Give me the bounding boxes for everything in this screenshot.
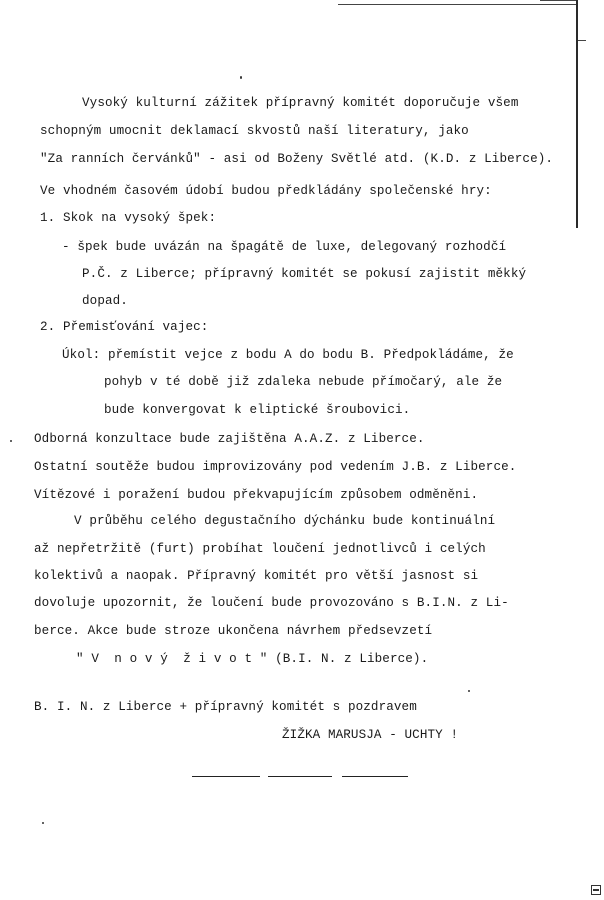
text-line: P.Č. z Liberce; přípravný komitét se pokusí zajistit měkký bbox=[82, 267, 527, 281]
text-line: schopným umocnit deklamací skvostů naší literatury, jako bbox=[40, 124, 469, 138]
text-line: bude konvergovat k eliptické šroubovici. bbox=[104, 403, 411, 417]
text-line: kolektivů a naopak. Přípravný komitét pro větší jasnost si bbox=[34, 569, 479, 583]
top-border-line bbox=[338, 4, 578, 5]
footer-dash bbox=[192, 776, 260, 777]
text-line: - špek bude uvázán na špagátě de luxe, delegovaný rozhodčí bbox=[62, 240, 507, 254]
scan-speck bbox=[240, 76, 242, 79]
text-line: až nepřetržitě (furt) probíhat loučení jednotlivců i celých bbox=[34, 542, 486, 556]
text-line: Vítězové i poražení budou překvapujícím způsobem odměněni. bbox=[34, 488, 479, 502]
text-line: B. I. N. z Liberce + přípravný komitét s pozdravem bbox=[34, 700, 417, 714]
text-line: dovoluje upozornit, že loučení bude provozováno s B.I.N. z Li- bbox=[34, 596, 509, 610]
footer-dash bbox=[268, 776, 332, 777]
text-line: V průběhu celého degustačního dýchánku bude kontinuální bbox=[74, 514, 496, 528]
margin-tick bbox=[578, 40, 586, 41]
text-line: Ostatní soutěže budou improvizovány pod vedením J.B. z Liberce. bbox=[34, 460, 517, 474]
signature-line: ŽIŽKA MARUSJA - UCHTY ! bbox=[282, 728, 459, 742]
scan-speck bbox=[468, 690, 470, 692]
top-border-line bbox=[540, 0, 576, 1]
footer-dash bbox=[342, 776, 408, 777]
text-line: "Za ranních červánků" - asi od Boženy Světlé atd. (K.D. z Liberce). bbox=[40, 152, 554, 166]
text-line: Ve vhodném časovém údobí budou předkládány společenské hry: bbox=[40, 184, 492, 198]
text-line: Odborná konzultace bude zajištěna A.A.Z. z Liberce. bbox=[34, 432, 425, 446]
text-line: Vysoký kulturní zážitek přípravný komitét doporučuje všem bbox=[82, 96, 519, 110]
text-line: 1. Skok na vysoký špek: bbox=[40, 211, 217, 225]
text-line: berce. Akce bude stroze ukončena návrhem předsevzetí bbox=[34, 624, 433, 638]
text-line: dopad. bbox=[82, 294, 128, 308]
scan-speck bbox=[10, 440, 12, 442]
text-line: pohyb v té době již zdaleka nebude přímočarý, ale že bbox=[104, 375, 503, 389]
scan-speck bbox=[42, 822, 44, 824]
page-marker-icon bbox=[591, 885, 601, 895]
text-line: " V n o v ý ž i v o t " (B.I. N. z Liberce). bbox=[76, 652, 429, 666]
text-line: Úkol: přemístit vejce z bodu A do bodu B. Předpokládáme, že bbox=[62, 348, 514, 362]
text-line: 2. Přemisťování vajec: bbox=[40, 320, 209, 334]
margin-vertical-line bbox=[576, 0, 578, 228]
